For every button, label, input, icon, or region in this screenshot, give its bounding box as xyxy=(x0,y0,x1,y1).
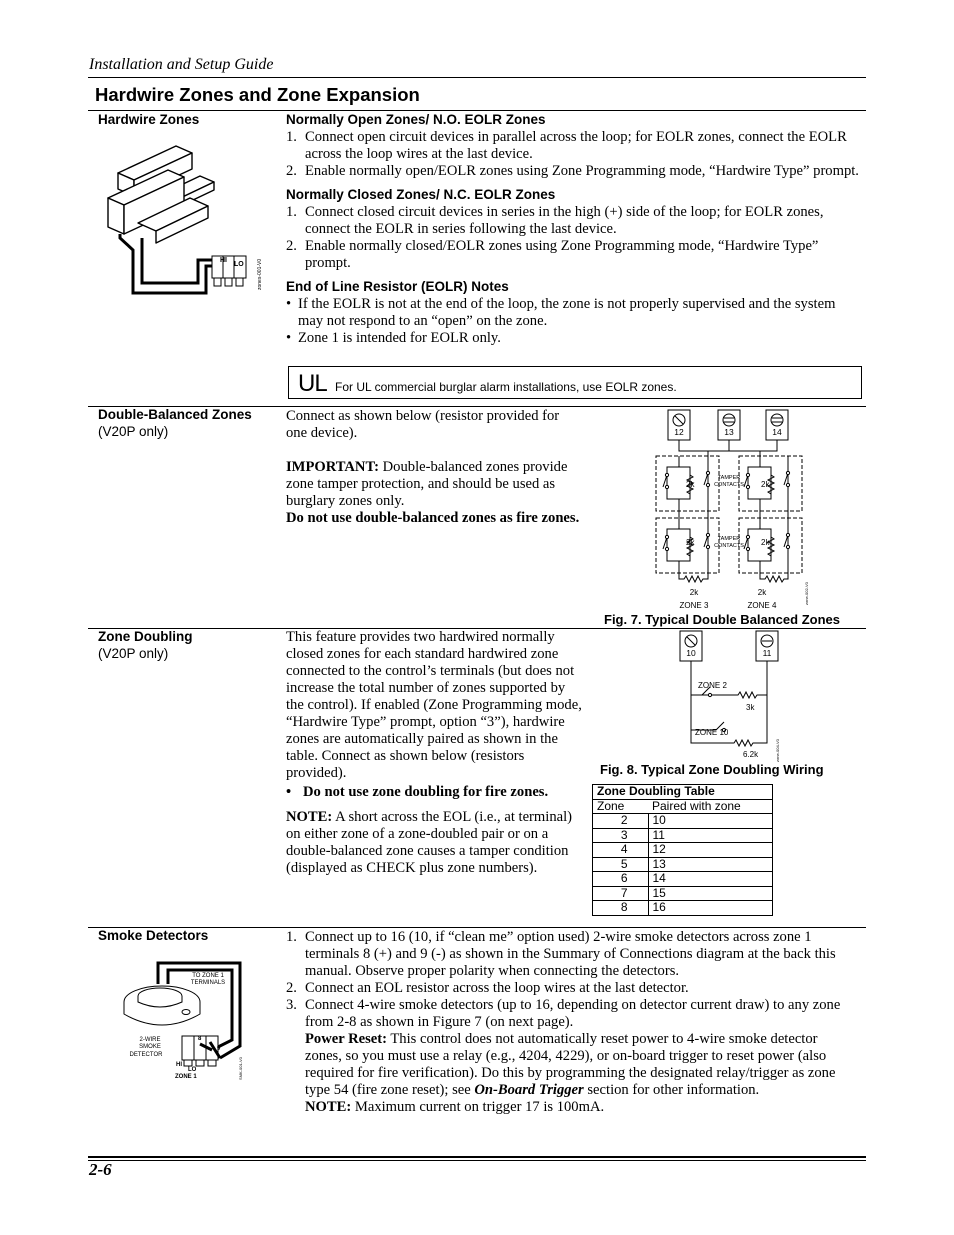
table-row: 3 11 xyxy=(593,828,773,843)
table-row: 8 16 xyxy=(593,901,773,916)
eolr-notes xyxy=(286,296,860,347)
hi-label: HI xyxy=(176,1062,182,1068)
zone-label: ZONE 4 xyxy=(747,601,777,610)
figure-code: SMK-001-V0 xyxy=(238,1057,243,1080)
note-text: A short across the EOL (i.e., at terminal) on either zone of a zone-doubled pair or on a double-balanced zone causes a tamper condition (displayed as CHECK plus zone numbers). xyxy=(286,809,573,876)
tamper-label: TAMPER xyxy=(717,475,741,481)
table-title: Zone Doubling Table xyxy=(593,785,773,800)
zone-label: ZONE 1 xyxy=(175,1074,197,1080)
section-label-double-balanced: Double-Balanced Zones xyxy=(98,407,252,422)
to-zone-label: TERMINALS xyxy=(190,980,226,986)
zone-label: ZONE 10 xyxy=(695,728,729,737)
double-balanced-figure xyxy=(650,407,815,615)
resistor-label: 2k xyxy=(761,480,770,489)
resistor-label: 2k xyxy=(757,588,767,597)
table-row: 4 12 xyxy=(593,843,773,858)
figure-7-caption: Fig. 7. Typical Double Balanced Zones xyxy=(604,612,840,627)
tamper-label: CONTACTS xyxy=(714,543,744,549)
terminal-label: 10 xyxy=(686,648,696,658)
detector-label: SMOKE xyxy=(139,1044,161,1050)
lo-terminal-label: LO xyxy=(234,261,244,268)
section-sublabel-zone-doubling: (V20P only) xyxy=(98,646,169,661)
resistor-label: 2k xyxy=(689,588,699,597)
figure-code: zones-001-V0 xyxy=(257,258,263,290)
important-label: IMPORTANT: xyxy=(286,459,379,475)
double-balanced-important xyxy=(286,459,582,510)
to-zone-label: TO ZONE 1 xyxy=(192,973,224,979)
title-rule xyxy=(88,110,866,111)
terminal-label: 9 xyxy=(217,1046,221,1052)
terminal-label: 14 xyxy=(772,427,782,437)
smoke-detector-figure xyxy=(120,958,250,1083)
section-sublabel-double-balanced: (V20P only) xyxy=(98,424,169,439)
zone-doubling-figure xyxy=(676,628,788,763)
table-row: 7 15 xyxy=(593,886,773,901)
zone-label: ZONE 3 xyxy=(679,601,709,610)
nc-zones-list xyxy=(286,204,860,272)
header-rule xyxy=(88,77,866,78)
detector-label: DETECTOR xyxy=(129,1052,163,1058)
tamper-label: CONTACTS xyxy=(714,482,744,488)
footer-rule xyxy=(88,1156,866,1158)
column-header: Paired with zone xyxy=(648,799,773,814)
table-row: 2 10 xyxy=(593,814,773,829)
section-label-hardwire: Hardwire Zones xyxy=(98,112,200,127)
zone-doubling-note xyxy=(286,809,582,877)
ul-mark: UL xyxy=(298,370,327,397)
double-balanced-intro: Connect as shown below (resistor provided for one device). xyxy=(286,408,560,441)
resistor-label: 2k xyxy=(761,538,770,547)
list-item: 2. Connect an EOL resistor across the loop wires at the last detector. xyxy=(286,980,689,996)
list-item: • If the EOLR is not at the end of the loop, the zone is not properly supervised and the system may not respond to an “open” on the zone. xyxy=(286,296,836,329)
section-label-zone-doubling: Zone Doubling xyxy=(98,629,193,644)
column-header: Zone xyxy=(593,799,649,814)
tamper-label: TAMPER xyxy=(717,536,741,542)
eolr-heading: End of Line Resistor (EOLR) Notes xyxy=(286,279,509,294)
smoke-instructions xyxy=(286,929,856,1116)
resistor-label: 2k xyxy=(686,480,695,489)
power-reset-label: Power Reset: xyxy=(305,1031,387,1047)
terminal-label: 13 xyxy=(724,427,734,437)
zone-doubling-bullet: • Do not use zone doubling for fire zones. xyxy=(286,784,549,800)
no-zones-list xyxy=(286,129,860,180)
lo-label: LO xyxy=(188,1067,197,1073)
contact-front-lower xyxy=(108,198,124,234)
resistor-label: 3k xyxy=(746,703,755,712)
resistor-label: 2k xyxy=(686,538,695,547)
list-item: 3. Connect 4-wire smoke detectors (up to 16, depending on detector current draw) to any zone from 2-8 as shown in Figure 7 (on next page). Power Reset: This control does not automatically reset power to 4-wire smoke detector zones, so you must use a relay (e.g., 4204, 4229), or on-board trigger to reset power (also required for fire verification). Do this by programming the designated relay/trigger as zone type 54 (fire zone reset); see On-Board Trigger section for other information. NOTE: Maximum current on trigger 17 is 100mA. xyxy=(286,997,856,1116)
footer-rule-thin xyxy=(88,1160,866,1161)
running-title: Installation and Setup Guide xyxy=(89,56,274,73)
terminal-label: 11 xyxy=(762,648,772,658)
note-label: NOTE: xyxy=(286,809,333,825)
zone-label: ZONE 2 xyxy=(698,681,727,690)
hi-terminal-label: HI xyxy=(220,257,227,264)
list-item: 2. Enable normally open/EOLR zones using Zone Programming mode, “Hardwire Type” prompt. xyxy=(286,163,859,179)
table-row: 5 13 xyxy=(593,857,773,872)
loop-wire-lo xyxy=(142,238,223,283)
ul-note-box xyxy=(288,366,862,399)
figure-code: zone-002-V0 xyxy=(804,582,809,605)
note-label: NOTE: xyxy=(305,1099,352,1115)
figure-code: zone-004-V0 xyxy=(775,739,780,762)
zone-doubling-table xyxy=(592,784,773,916)
trigger-note: NOTE: Maximum current on trigger 17 is 100mA. xyxy=(305,1099,605,1115)
list-item: 1. Connect closed circuit devices in series in the high (+) side of the loop; for EOLR zones, connect the EOLR in series following the last device. xyxy=(286,204,824,237)
ul-note-text: For UL commercial burglar alarm installations, use EOLR zones. xyxy=(335,380,677,394)
on-board-trigger-reference: On-Board Trigger xyxy=(474,1082,584,1098)
list-item: 1. Connect open circuit devices in parallel across the loop; for EOLR zones, connect the EOLR across the loop wires at the last device. xyxy=(286,129,847,162)
zone-doubling-text: This feature provides two hardwired normally closed zones for each standard hardwired zone connected to the control’s terminals (but does not increase the total number of zones supported by the control). If enabled (Zone Programming mode, “Hardwire Type” prompt, option “3”), hardwire zones are automatically paired as shown in the table. Connect as shown below (resistors provided). xyxy=(286,629,582,781)
detector-label: 2-WIRE xyxy=(139,1037,161,1043)
page-number: 2-6 xyxy=(89,1160,112,1179)
double-balanced-warning: Do not use double-balanced zones as fire zones. xyxy=(286,510,580,526)
list-item: • Zone 1 is intended for EOLR only. xyxy=(286,330,501,346)
page-title: Hardwire Zones and Zone Expansion xyxy=(95,84,420,105)
table-title-row xyxy=(593,785,773,800)
list-item: 1. Connect up to 16 (10, if “clean me” option used) 2-wire smoke detectors across zone 1 terminals 8 (+) and 9 (-) as shown in the Summary of Connections diagram at the back this manual. Observe proper polarity when connecting the detectors. xyxy=(286,929,836,979)
list-item: 2. Enable normally closed/EOLR zones using Zone Programming mode, “Hardwire Type” prompt. xyxy=(286,238,819,271)
nc-zones-heading: Normally Closed Zones/ N.C. EOLR Zones xyxy=(286,187,556,202)
important-text: Double-balanced zones provide zone tamper protection, and should be used as burglary zones only. xyxy=(286,459,568,509)
resistor-label: 6.2k xyxy=(743,750,759,759)
section-label-smoke: Smoke Detectors xyxy=(98,928,209,943)
terminal-label: 12 xyxy=(674,427,684,437)
power-reset-paragraph: Power Reset: This control does not automatically reset power to 4-wire smoke detector zones, so you must use a relay (e.g., 4204, 4229), or on-board trigger to reset power (also required for fire verification). Do this by programming the designated relay/trigger as zone type 54 (fire zone reset); see On-Board Trigger section for other information. xyxy=(305,1031,836,1098)
hardwire-zone-figure xyxy=(98,138,273,308)
terminal-label: 8 xyxy=(198,1036,202,1042)
table-row: 6 14 xyxy=(593,872,773,887)
table-header-row xyxy=(593,799,773,814)
no-zones-heading: Normally Open Zones/ N.O. EOLR Zones xyxy=(286,112,546,127)
figure-8-caption: Fig. 8. Typical Zone Doubling Wiring xyxy=(600,762,824,777)
